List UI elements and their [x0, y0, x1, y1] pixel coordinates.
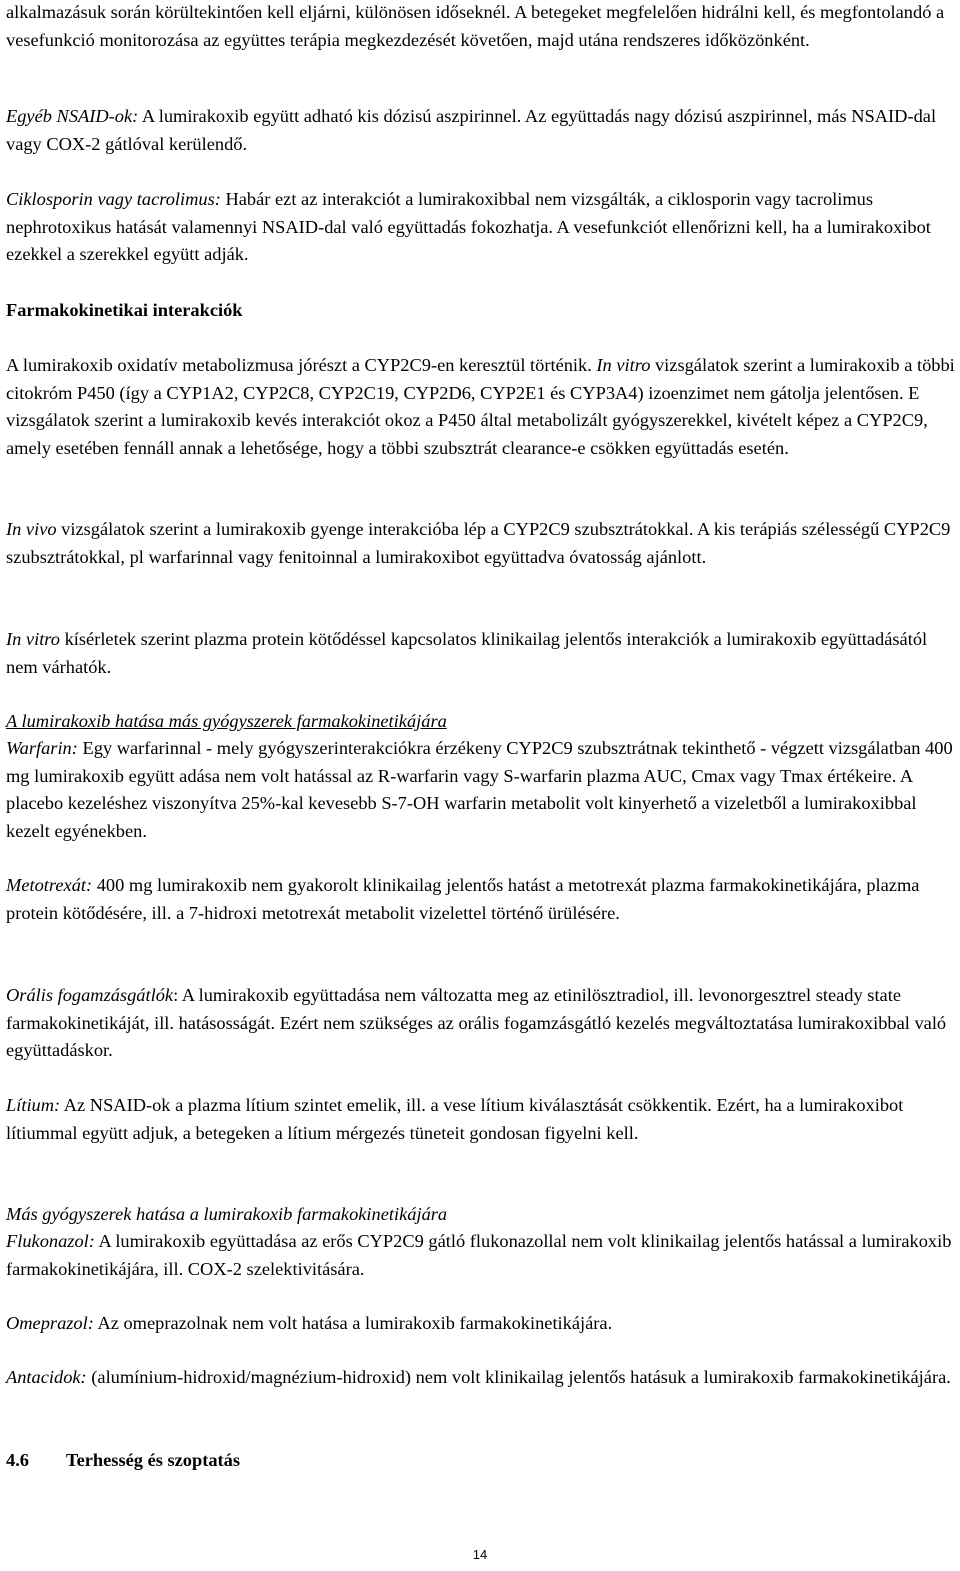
antacidok-label: Antacidok:: [6, 1367, 87, 1387]
paragraph-litium: Lítium: Az NSAID-ok a plazma lítium szintet emelik, ill. a vese lítium kiválasztását csökkentik. Ezért, ha a lumirakoxibot lítiummal együtt adjuk, a betegeken a lítium mérgezés tüneteit gondosan figyelni kell.: [6, 1095, 904, 1143]
paragraph-oxidativ: A lumirakoxib oxidatív metabolizmusa jórészt a CYP2C9-en keresztül történik. In vitro vizsgálatok szerint a lumirakoxib a többi citokróm P450 (így a CYP1A2, CYP2C8, CYP2C19, CYP2D6, CYP2E1 és CYP3A4) izoenzimet nem gátolja jelentősen. E vizsgálatok szerint a lumirakoxib kevés interakciót okoz a P450 által metabolizált gyógyszerekkel, kivételt képez a CYP2C9, amely esetében fennáll annak a lehetősége, hogy a többi szubsztrát clearance-e csökken együttadás esetén.: [6, 355, 955, 458]
heading-farmakokinetikai: Farmakokinetikai interakciók: [6, 300, 243, 320]
section-title: Terhesség és szoptatás: [66, 1450, 241, 1470]
page-number: 14: [472, 1547, 488, 1562]
paragraph-in-vivo: In vivo vizsgálatok szerint a lumirakoxib gyenge interakcióba lép a CYP2C9 szubsztrátokkal. A kis terápiás szélességű CYP2C9 szubsztrátokkal, pl warfarinnal vagy fenitoinnal a lumirakoxibot együttadva óvatosság ajánlott.: [6, 519, 951, 567]
paragraph-nsaid: Egyéb NSAID-ok: A lumirakoxib együtt adható kis dózisú aszpirinnel. Az együttadás nagy dózisú aszpirinnel, más NSAID-dal vagy COX-2 gátlóval kerülendő.: [6, 106, 937, 154]
flukonazol-label: Flukonazol:: [6, 1231, 95, 1251]
paragraph-flukonazol: Flukonazol: A lumirakoxib együttadása az erős CYP2C9 gátló flukonazollal nem volt klinikailag jelentős hatással a lumirakoxib farmakokinetikájára, ill. COX-2 szelektivitására.: [6, 1231, 952, 1279]
paragraph-metotrexat: Metotrexát: 400 mg lumirakoxib nem gyakorolt klinikailag jelentős hatást a metotrexát plazma farmakokinetikájára, plazma protein kötődésére, ill. a 7-hidroxi metotrexát metabolit vizelettel történő ürülésére.: [6, 875, 920, 923]
ciklosporin-label: Ciklosporin vagy tacrolimus:: [6, 189, 221, 209]
metotrexat-label: Metotrexát:: [6, 875, 93, 895]
paragraph-ciklosporin: Ciklosporin vagy tacrolimus: Habár ezt az interakciót a lumirakoxibbal nem vizsgálták, a ciklosporin vagy tacrolimus nephrotoxikus hatását valamennyi NSAID-dal való együttadás fokozhatja. A vesefunkciót ellenőrizni kell, ha a lumirakoxibot ezekkel a szerekkel együtt adják.: [6, 189, 931, 264]
omeprazol-label: Omeprazol:: [6, 1313, 94, 1333]
paragraph-omeprazol: Omeprazol: Az omeprazolnak nem volt hatása a lumirakoxib farmakokinetikájára.: [6, 1313, 613, 1333]
subheading-hatasa: A lumirakoxib hatása más gyógyszerek farmakokinetikájára: [6, 711, 447, 731]
warfarin-label: Warfarin:: [6, 738, 78, 758]
subheading-mas: Más gyógyszerek hatása a lumirakoxib farmakokinetikájára: [6, 1204, 448, 1224]
section-number: 4.6: [6, 1450, 29, 1470]
litium-label: Lítium:: [6, 1095, 61, 1115]
paragraph-oralis: Orális fogamzásgátlók: A lumirakoxib együttadása nem változatta meg az etinilösztradiol, ill. levonorgesztrel steady state farmakokinetikáját, ill. hatásosságát. Ezért nem szükséges az orális fogamzásgátló kezelés megváltoztatása lumirakoxibbal való együttadáskor.: [6, 985, 947, 1060]
oralis-label: Orális fogamzásgátlók: [6, 985, 174, 1005]
section-heading: [6, 1447, 958, 1475]
paragraph-intro: alkalmazásuk során körültekintően kell eljárni, különösen időseknél. A betegeket megfelelően hidrálni kell, és megfontolandó a vesefunkció monitorozása az együttes terápia megkezdezését követően, majd utána rendszeres időközönként.: [6, 2, 945, 50]
paragraph-in-vitro: In vitro kísérletek szerint plazma protein kötődéssel kapcsolatos klinikailag jelentős interakciók a lumirakoxib együttadásától nem várhatók.: [6, 629, 928, 677]
paragraph-warfarin: Warfarin: Egy warfarinnal - mely gyógyszerinterakciókra érzékeny CYP2C9 szubsztrátnak tekinthető - végzett vizsgálatban 400 mg lumirakoxib együtt adása nem volt hatással az R-warfarin vagy S-warfarin plazma AUC, Cmax vagy Tmax értékeire. A placebo kezeléshez viszonyítva 25%-kal kevesebb S-7-OH warfarin metabolit volt kinyerhető a vizeletből a lumirakoxibbal kezelt egyénekben.: [6, 738, 953, 841]
nsaid-label: Egyéb NSAID-ok:: [6, 106, 139, 126]
paragraph-antacidok: Antacidok: (alumínium-hidroxid/magnézium-hidroxid) nem volt klinikailag jelentős hatásuk a lumirakoxib farmakokinetikájára.: [6, 1367, 951, 1387]
